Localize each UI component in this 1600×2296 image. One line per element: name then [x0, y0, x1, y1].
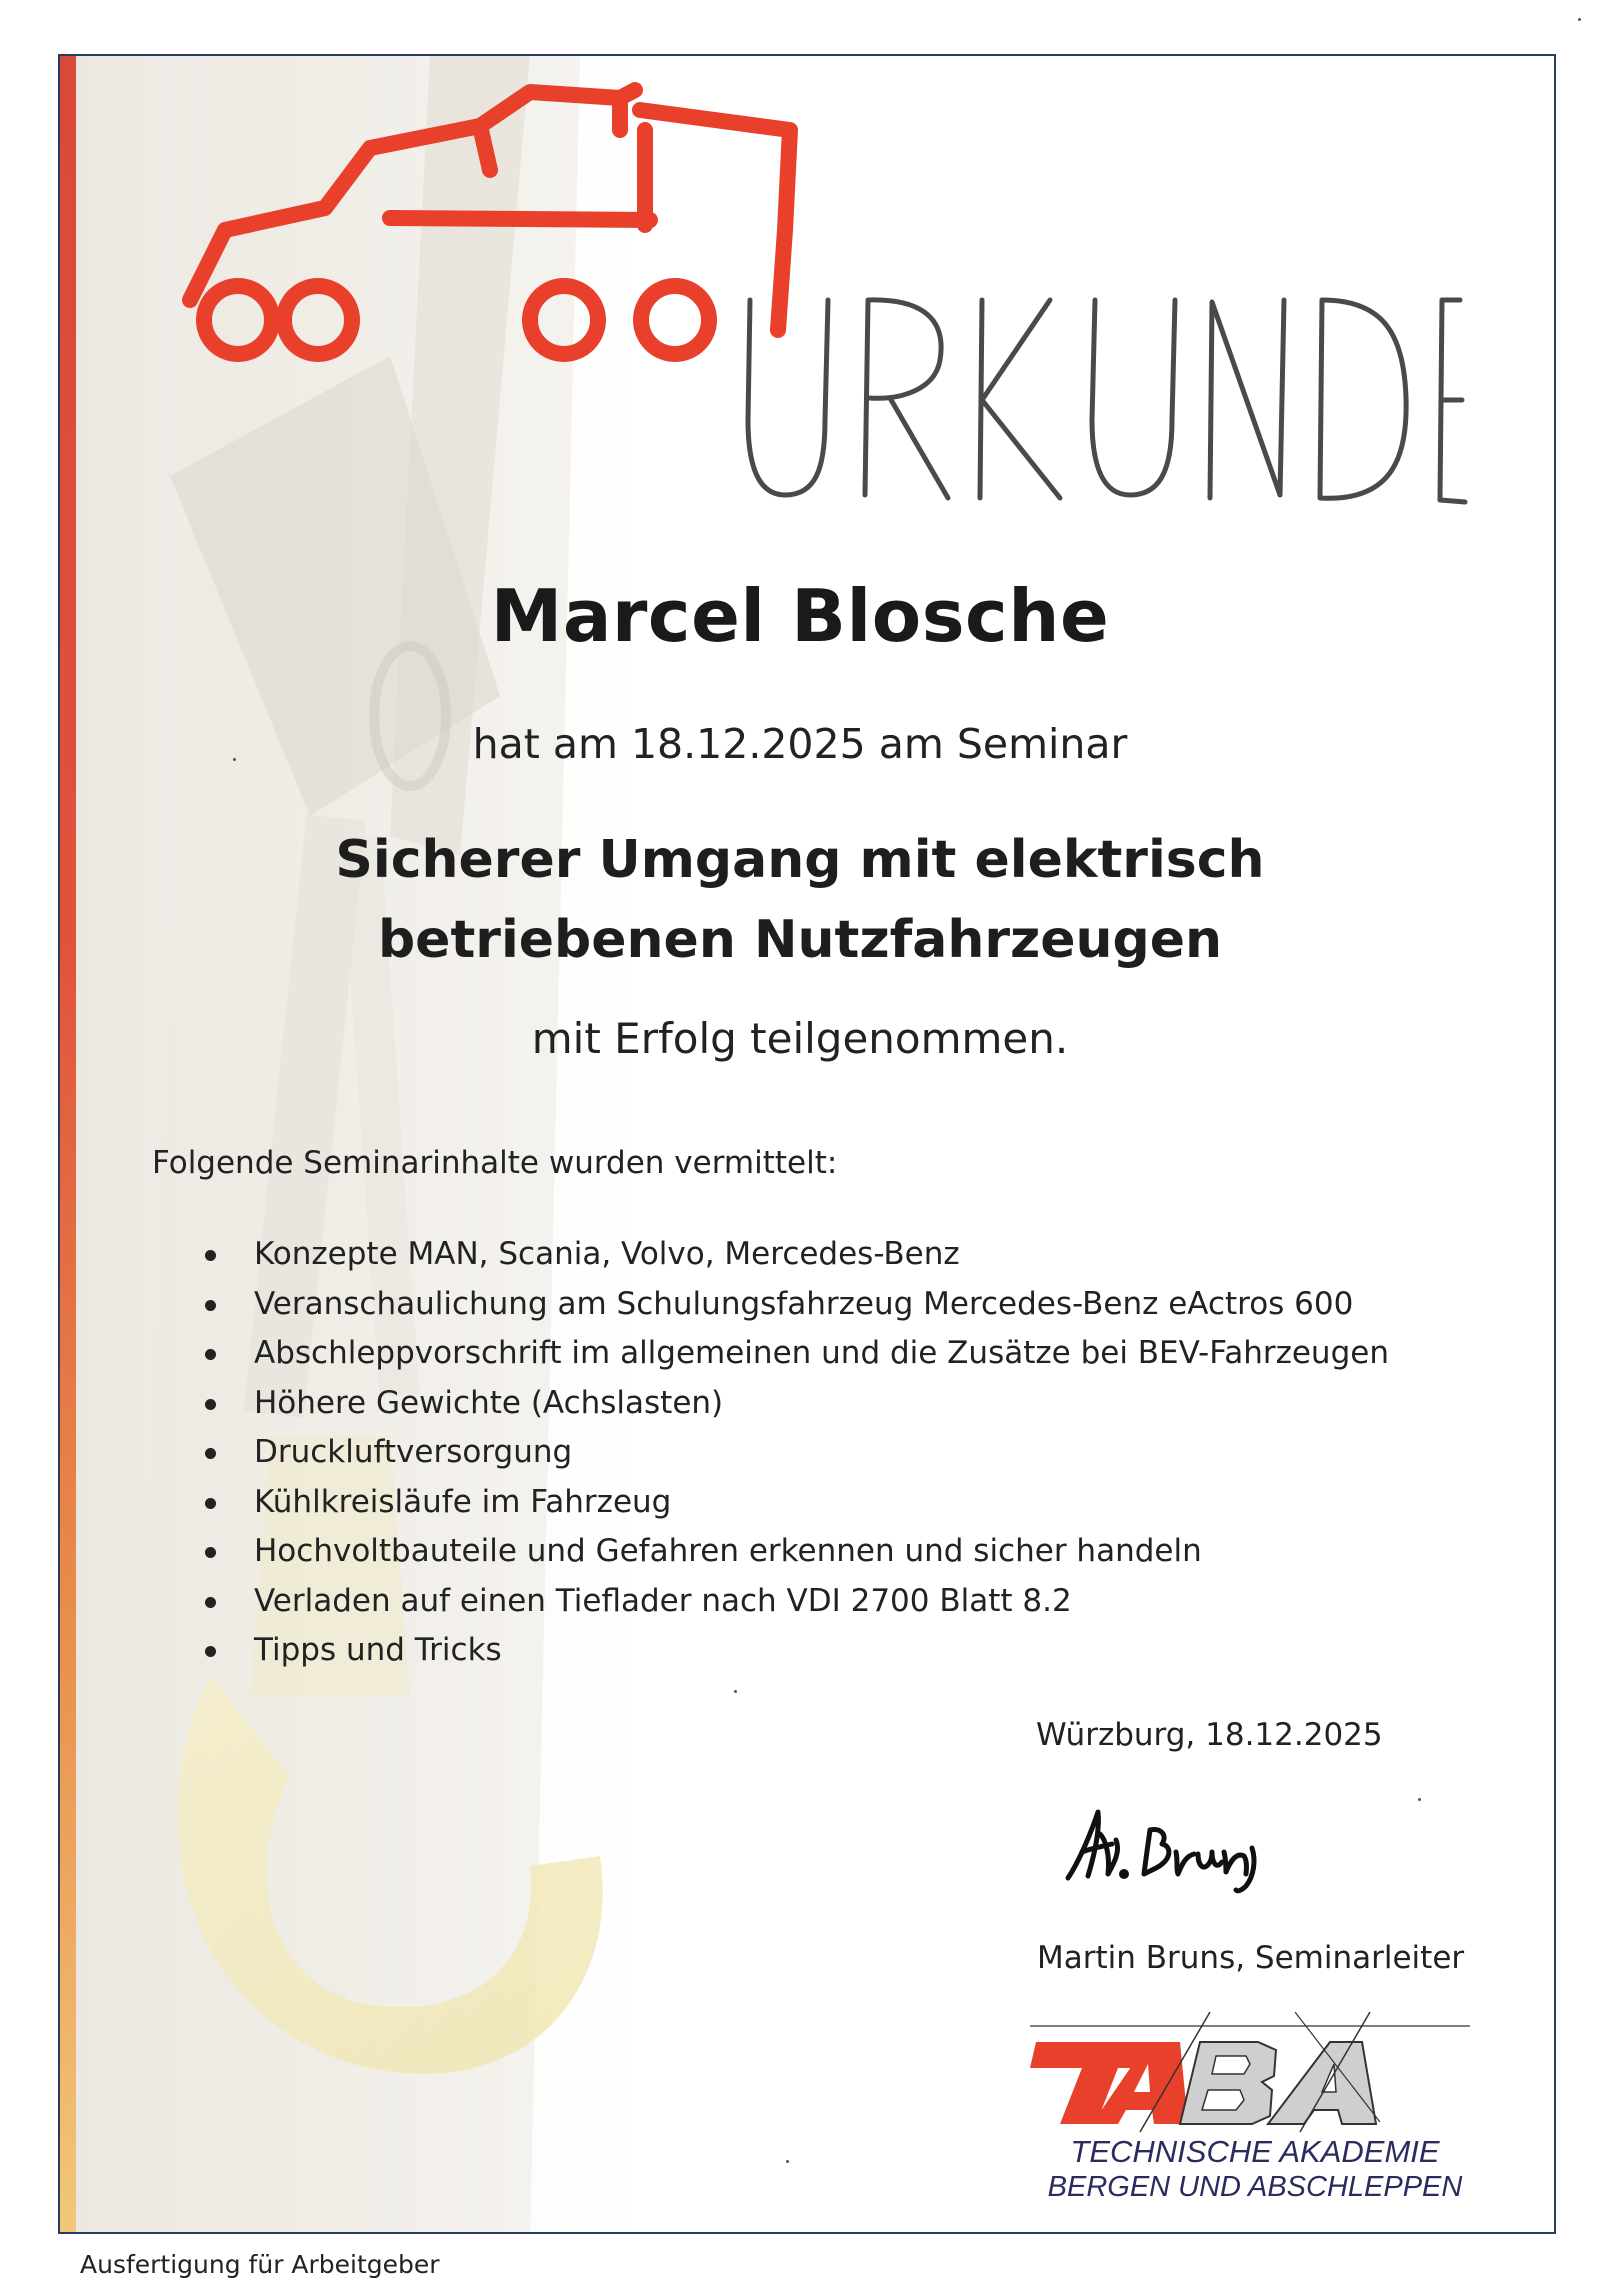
- taba-logo: [1030, 2012, 1480, 2222]
- list-item: [200, 1329, 1389, 1379]
- topic-text: Konzepte MAN, Scania, Volvo, Mercedes-Benz: [254, 1236, 960, 1272]
- scan-speck: [1418, 1798, 1421, 1801]
- taba-line2: BERGEN UND ABSCHLEPPEN: [1047, 2171, 1463, 2203]
- scan-speck: [734, 1690, 737, 1693]
- list-item: [200, 1379, 1389, 1429]
- list-item: [200, 1626, 1389, 1676]
- bullet-icon: [205, 1349, 216, 1360]
- topic-text: Veranschaulichung am Schulungsfahrzeug Mercedes-Benz eActros 600: [254, 1285, 1354, 1322]
- topic-text: Höhere Gewichte (Achslasten): [254, 1384, 724, 1421]
- scan-speck: [1578, 18, 1581, 21]
- list-item: [200, 1527, 1389, 1577]
- seminar-title-line: betriebenen Nutzfahrzeugen: [377, 910, 1223, 970]
- list-item: [200, 1428, 1389, 1478]
- scan-speck: [786, 2160, 789, 2163]
- seminar-title: [0, 820, 1600, 980]
- topic-text: Kühlkreisläufe im Fahrzeug: [254, 1483, 672, 1520]
- list-item: [200, 1230, 1389, 1280]
- place-date: Würzburg, 18.12.2025: [1036, 1717, 1383, 1753]
- topic-text: Tipps und Tricks: [254, 1632, 502, 1668]
- topic-text: Verladen auf einen Tieflader nach VDI 2700 Blatt 8.2: [254, 1582, 1072, 1619]
- taba-line1: TECHNISCHE AKADEMIE: [1070, 2134, 1440, 2169]
- bullet-icon: [205, 1498, 216, 1509]
- topic-text: Abschleppvorschrift im allgemeinen und die Zusätze bei BEV-Fahrzeugen: [254, 1335, 1389, 1371]
- seminar-intro-line: hat am 18.12.2025 am Seminar: [472, 720, 1128, 768]
- list-item: [200, 1577, 1389, 1627]
- bullet-icon: [205, 1547, 216, 1558]
- topic-list: [200, 1230, 1389, 1676]
- recipient-name: Marcel Blosche: [490, 574, 1110, 658]
- copy-note: Ausfertigung für Arbeitgeber: [80, 2250, 440, 2279]
- bullet-icon: [205, 1300, 216, 1311]
- scan-speck: [233, 758, 236, 761]
- list-item: [200, 1478, 1389, 1528]
- certificate-title: [690, 270, 1470, 530]
- seminar-title-line: Sicherer Umgang mit elektrisch: [335, 830, 1265, 890]
- bullet-icon: [205, 1399, 216, 1410]
- bullet-icon: [205, 1448, 216, 1459]
- red-edge-stripe: [60, 56, 76, 2234]
- bullet-icon: [205, 1597, 216, 1608]
- signer-name: Martin Bruns, Seminarleiter: [1037, 1940, 1465, 1976]
- topic-text: Druckluftversorgung: [254, 1434, 573, 1470]
- bullet-icon: [205, 1646, 216, 1657]
- list-item: [200, 1280, 1389, 1330]
- success-line: mit Erfolg teilgenommen.: [531, 1014, 1069, 1063]
- contents-heading: Folgende Seminarinhalte wurden vermittelt:: [152, 1145, 838, 1181]
- topic-text: Hochvoltbauteile und Gefahren erkennen und sicher handeln: [254, 1533, 1202, 1569]
- signature: [1060, 1800, 1260, 1910]
- bullet-icon: [205, 1250, 216, 1261]
